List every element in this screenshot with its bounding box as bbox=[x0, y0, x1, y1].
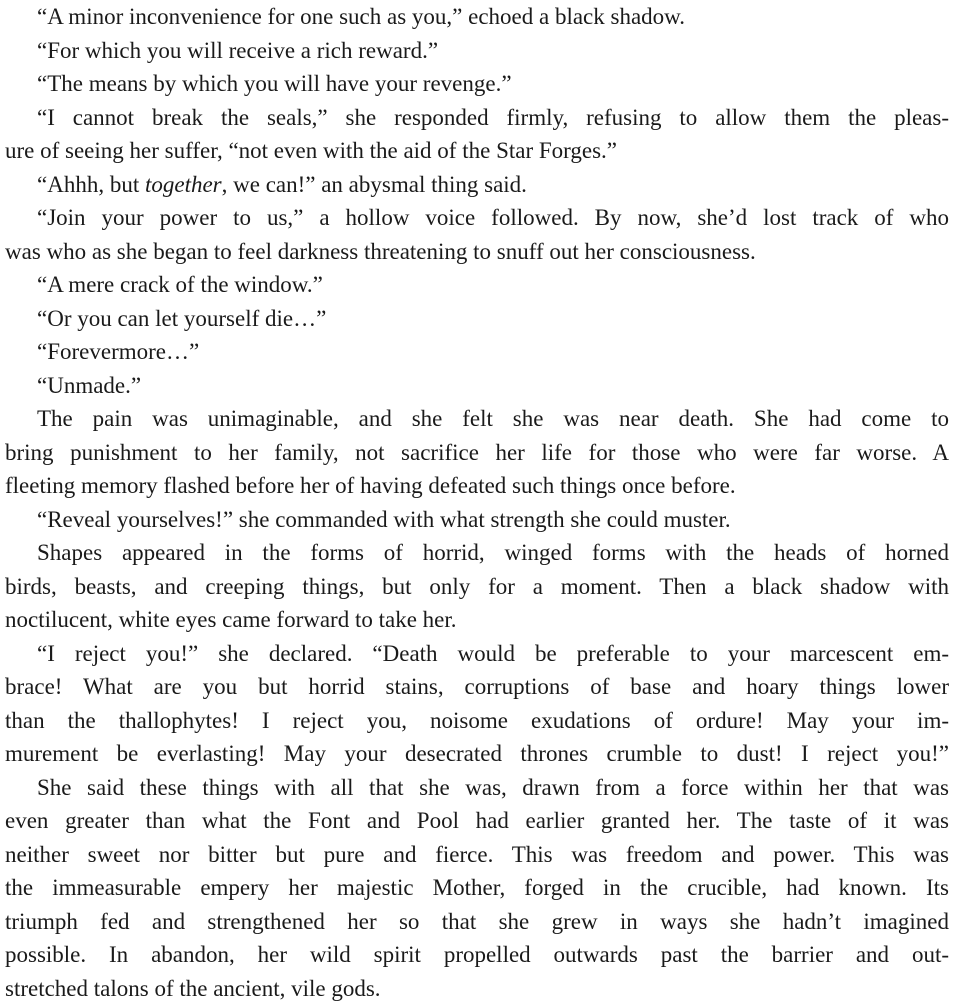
text-line: “Forevermore…” bbox=[37, 339, 200, 364]
text-line: stretched talons of the ancient, vile gods. bbox=[5, 975, 381, 1001]
text-line: the immeasurable empery her majestic Mother, forged in the crucible, had known. Its bbox=[5, 875, 949, 900]
text-line: noctilucent, white eyes came forward to take her. bbox=[5, 607, 457, 632]
text-segment: “Ahhh, but bbox=[37, 171, 145, 197]
text-line: than the thallophytes! I reject you, noisome exudations of ordure! May your im- bbox=[5, 707, 949, 733]
text-line: The pain was unimaginable, and she felt she was near death. She had come to bbox=[37, 406, 949, 431]
text-line: “I cannot break the seals,” she responded firmly, refusing to allow them the pleas- bbox=[37, 104, 949, 130]
emphasis-text: together bbox=[144, 171, 222, 197]
text-line: murement be everlasting! May your desecrated thrones crumble to dust! I reject you!” bbox=[5, 741, 949, 766]
text-line: “I reject you!” she declared. “Death would be preferable to your marcescent em- bbox=[37, 640, 949, 666]
text-line: Shapes appeared in the forms of horrid, winged forms with the heads of horned bbox=[37, 540, 949, 565]
text-line: “The means by which you will have your revenge.” bbox=[37, 71, 512, 96]
text-line: possible. In abandon, her wild spirit propelled outwards past the barrier and out- bbox=[5, 942, 949, 967]
text-line: “Or you can let yourself die…” bbox=[37, 305, 327, 331]
text-line: fleeting memory flashed before her of having defeated such things once before. bbox=[5, 473, 736, 498]
text-line: “Reveal yourselves!” she commanded with what strength she could muster. bbox=[37, 506, 731, 532]
text-line: triumph fed and strengthened her so that she grew in ways she hadn’t imagined bbox=[5, 908, 949, 934]
text-line: was who as she began to feel darkness threatening to snuff out her consciousness. bbox=[5, 238, 756, 264]
text-line: birds, beasts, and creeping things, but only for a moment. Then a black shadow with bbox=[5, 573, 949, 599]
text-line: neither sweet nor bitter but pure and fierce. This was freedom and power. This was bbox=[5, 841, 949, 867]
text-line: ure of seeing her suffer, “not even with the aid of the Star Forges.” bbox=[5, 138, 618, 163]
text-line: “Join your power to us,” a hollow voice followed. By now, she’d lost track of who bbox=[37, 205, 949, 230]
text-line: “A minor inconvenience for one such as you,” echoed a black shadow. bbox=[37, 4, 686, 29]
text-line: bring punishment to her family, not sacrifice her life for those who were far worse. A bbox=[5, 439, 949, 465]
text-line: She said these things with all that she was, drawn from a force within her that was bbox=[37, 774, 949, 800]
text-segment: , we can!” an abysmal thing said. bbox=[221, 171, 527, 197]
text-line: even greater than what the Font and Pool had earlier granted her. The taste of it was bbox=[5, 808, 949, 833]
text-line: “For which you will receive a rich reward.” bbox=[37, 37, 439, 63]
text-line bbox=[5, 168, 949, 202]
text-line: “Unmade.” bbox=[37, 372, 142, 398]
text-line: “A mere crack of the window.” bbox=[37, 272, 323, 297]
text-line: brace! What are you but horrid stains, corruptions of base and hoary things lower bbox=[5, 674, 949, 699]
